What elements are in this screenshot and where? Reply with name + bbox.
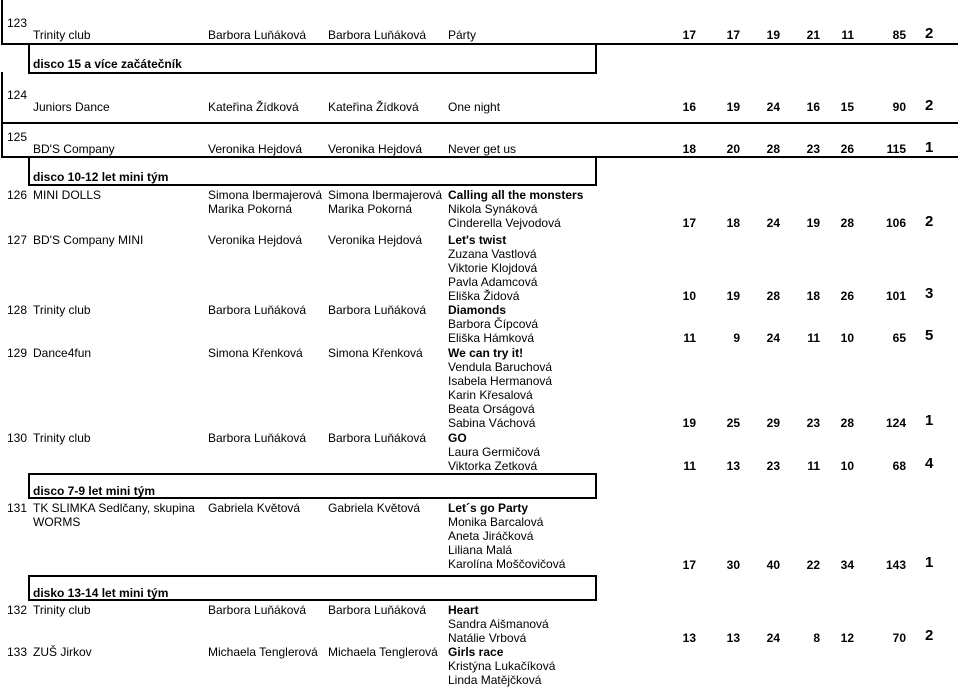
score: 29 xyxy=(766,416,780,430)
choreography-title: Heart xyxy=(448,603,479,617)
score: 24 xyxy=(766,631,780,645)
coach-name: Kateřina Žídková xyxy=(328,100,419,114)
member-name: Barbora Čípcová xyxy=(448,317,539,331)
coach-name: Barbora Luňáková xyxy=(208,431,307,445)
coach-name: Simona Ibermajerová xyxy=(208,188,323,202)
score: 18 xyxy=(726,216,740,230)
score: 18 xyxy=(682,142,696,156)
score: 10 xyxy=(840,459,854,473)
coach-name: Veronika Hejdová xyxy=(208,142,303,156)
total-score: 68 xyxy=(892,459,906,473)
coach-name: Marika Pokorná xyxy=(208,202,293,216)
placement: 2 xyxy=(925,213,934,230)
member-name: Sabina Váchová xyxy=(448,416,536,430)
score: 24 xyxy=(766,100,780,114)
coach-name: Barbora Luňáková xyxy=(208,603,307,617)
placement: 2 xyxy=(925,25,934,42)
row-border xyxy=(1,156,958,158)
member-name: Nikola Synáková xyxy=(448,202,538,216)
club-name: Trinity club xyxy=(33,431,91,445)
choreography-title: GO xyxy=(448,431,467,445)
member-name: Pavla Adamcová xyxy=(448,275,538,289)
score: 28 xyxy=(766,142,780,156)
entry-number: 133 xyxy=(7,645,28,659)
score: 19 xyxy=(806,216,820,230)
score: 17 xyxy=(682,558,696,572)
score: 9 xyxy=(733,331,740,345)
coach-name: Gabriela Květová xyxy=(208,501,301,515)
score: 12 xyxy=(840,631,854,645)
coach-name: Marika Pokorná xyxy=(328,202,413,216)
choreography-title: We can try it! xyxy=(448,346,524,360)
member-name: Aneta Jiráčková xyxy=(448,529,534,543)
score: 16 xyxy=(682,100,696,114)
coach-name: Barbora Luňáková xyxy=(328,431,427,445)
row-border xyxy=(1,122,3,158)
coach-name: Veronika Hejdová xyxy=(328,142,423,156)
entry-number: 130 xyxy=(7,431,28,445)
placement: 2 xyxy=(925,627,934,644)
category-heading: disco 7-9 let mini tým xyxy=(33,484,156,498)
coach-name: Gabriela Květová xyxy=(328,501,421,515)
score: 26 xyxy=(840,289,854,303)
choreography-title: Let's twist xyxy=(448,233,507,247)
category-border xyxy=(28,72,597,74)
total-score: 124 xyxy=(885,416,906,430)
member-name: Isabela Hermanová xyxy=(448,374,553,388)
member-name: Kristýna Lukačíková xyxy=(448,659,556,673)
club-name: Juniors Dance xyxy=(33,100,110,114)
score: 13 xyxy=(682,631,696,645)
coach-name: Barbora Luňáková xyxy=(328,28,427,42)
score: 10 xyxy=(682,289,696,303)
coach-name: Kateřina Žídková xyxy=(208,100,299,114)
coach-name: Veronika Hejdová xyxy=(328,233,423,247)
score: 19 xyxy=(726,100,740,114)
placement: 1 xyxy=(925,139,934,156)
total-score: 90 xyxy=(892,100,906,114)
coach-name: Barbora Luňáková xyxy=(328,603,427,617)
category-heading: disco 10-12 let mini tým xyxy=(33,170,169,184)
score: 23 xyxy=(806,142,820,156)
member-name: Liliana Malá xyxy=(448,543,513,557)
entry-number: 129 xyxy=(7,346,28,360)
score: 34 xyxy=(840,558,854,572)
category-border xyxy=(28,575,597,577)
category-border xyxy=(595,473,597,499)
score: 28 xyxy=(766,289,780,303)
club-name: TK SLIMKA Sedlčany, skupina xyxy=(33,501,195,515)
choreography-title: Diamonds xyxy=(448,303,507,317)
placement: 1 xyxy=(925,412,934,429)
score: 15 xyxy=(840,100,854,114)
placement: 5 xyxy=(925,327,934,344)
member-name: Zuzana Vastlová xyxy=(448,247,537,261)
category-border xyxy=(595,575,597,601)
score: 22 xyxy=(806,558,820,572)
member-name: Viktorka Zetková xyxy=(448,459,538,473)
score: 13 xyxy=(726,459,740,473)
club-name: WORMS xyxy=(33,515,81,529)
coach-name: Simona Křenková xyxy=(208,346,303,360)
club-name: ZUŠ Jirkov xyxy=(33,645,92,659)
total-score: 101 xyxy=(885,289,906,303)
club-name: Dance4fun xyxy=(33,346,92,360)
member-name: Beata Orságová xyxy=(448,402,535,416)
placement: 1 xyxy=(925,554,934,571)
placement: 3 xyxy=(925,285,934,302)
score: 25 xyxy=(726,416,740,430)
score: 20 xyxy=(726,142,740,156)
entry-number: 127 xyxy=(7,233,28,247)
member-name: Linda Matějčková xyxy=(448,673,542,687)
club-name: Trinity club xyxy=(33,603,91,617)
choreography-title: Calling all the monsters xyxy=(448,188,584,202)
entry-number: 132 xyxy=(7,603,28,617)
coach-name: Barbora Luňáková xyxy=(208,28,307,42)
score: 10 xyxy=(840,331,854,345)
score: 26 xyxy=(840,142,854,156)
score: 24 xyxy=(766,331,780,345)
placement: 2 xyxy=(925,97,934,114)
score: 28 xyxy=(840,216,854,230)
placement: 4 xyxy=(925,455,934,472)
category-heading: disco 15 a více začátečník xyxy=(33,57,182,71)
score: 28 xyxy=(840,416,854,430)
score: 21 xyxy=(806,28,820,42)
coach-name: Barbora Luňáková xyxy=(328,303,427,317)
score: 8 xyxy=(813,631,820,645)
row-border xyxy=(1,72,3,124)
total-score: 70 xyxy=(892,631,906,645)
score: 11 xyxy=(683,331,696,345)
row-border xyxy=(1,43,958,45)
entry-number: 125 xyxy=(7,130,28,144)
score: 23 xyxy=(806,416,820,430)
category-border xyxy=(28,156,30,186)
score: 23 xyxy=(766,459,780,473)
choreography-title: Girls race xyxy=(448,645,504,659)
category-border xyxy=(28,44,30,74)
category-border xyxy=(28,575,30,601)
score: 40 xyxy=(766,558,780,572)
category-border xyxy=(28,184,597,186)
club-name: MINI DOLLS xyxy=(33,188,102,202)
club-name: Trinity club xyxy=(33,28,91,42)
member-name: Eliška Židová xyxy=(448,289,520,303)
coach-name: Simona Křenková xyxy=(328,346,423,360)
coach-name: Barbora Luňáková xyxy=(208,303,307,317)
coach-name: Veronika Hejdová xyxy=(208,233,303,247)
score: 30 xyxy=(726,558,740,572)
total-score: 115 xyxy=(886,142,906,156)
member-name: Cinderella Vejvodová xyxy=(448,216,561,230)
member-name: Vendula Baruchová xyxy=(448,360,553,374)
category-heading: disko 13-14 let mini tým xyxy=(33,586,169,600)
choreography-title: Párty xyxy=(448,28,477,42)
score: 11 xyxy=(683,459,696,473)
member-name: Natálie Vrbová xyxy=(448,631,527,645)
choreography-title: Never get us xyxy=(448,142,517,156)
member-name: Karolína Moščovičová xyxy=(448,557,566,571)
score: 19 xyxy=(726,289,740,303)
category-border xyxy=(595,44,597,74)
total-score: 65 xyxy=(892,331,906,345)
club-name: BD'S Company xyxy=(33,142,115,156)
club-name: BD'S Company MINI xyxy=(33,233,144,247)
score: 13 xyxy=(726,631,740,645)
coach-name: Michaela Tenglerová xyxy=(328,645,438,659)
score: 11 xyxy=(841,28,854,42)
member-name: Viktorie Klojdová xyxy=(448,261,538,275)
score: 17 xyxy=(726,28,740,42)
total-score: 85 xyxy=(892,28,906,42)
score: 24 xyxy=(766,216,780,230)
coach-name: Simona Ibermajerová xyxy=(328,188,443,202)
row-border xyxy=(1,0,3,44)
coach-name: Michaela Tenglerová xyxy=(208,645,318,659)
total-score: 143 xyxy=(885,558,906,572)
entry-number: 123 xyxy=(7,16,28,30)
row-border xyxy=(1,122,958,124)
category-border xyxy=(28,473,30,499)
member-name: Laura Germičová xyxy=(448,445,541,459)
entry-number: 131 xyxy=(7,501,28,515)
member-name: Karin Křesalová xyxy=(448,388,533,402)
entry-number: 126 xyxy=(7,188,28,202)
choreography-title: Let´s go Party xyxy=(448,501,529,515)
choreography-title: One night xyxy=(448,100,501,114)
score: 17 xyxy=(682,216,696,230)
total-score: 106 xyxy=(885,216,906,230)
member-name: Sandra Aišmanová xyxy=(448,617,549,631)
entry-number: 124 xyxy=(7,88,28,102)
category-border xyxy=(595,156,597,186)
score: 11 xyxy=(807,459,820,473)
score: 19 xyxy=(766,28,780,42)
category-border xyxy=(28,473,597,475)
member-name: Eliška Hámková xyxy=(448,331,535,345)
score: 19 xyxy=(682,416,696,430)
score: 18 xyxy=(806,289,820,303)
entry-number: 128 xyxy=(7,303,28,317)
member-name: Monika Barcalová xyxy=(448,515,544,529)
score: 16 xyxy=(806,100,820,114)
score: 11 xyxy=(807,331,820,345)
score: 17 xyxy=(682,28,696,42)
club-name: Trinity club xyxy=(33,303,91,317)
